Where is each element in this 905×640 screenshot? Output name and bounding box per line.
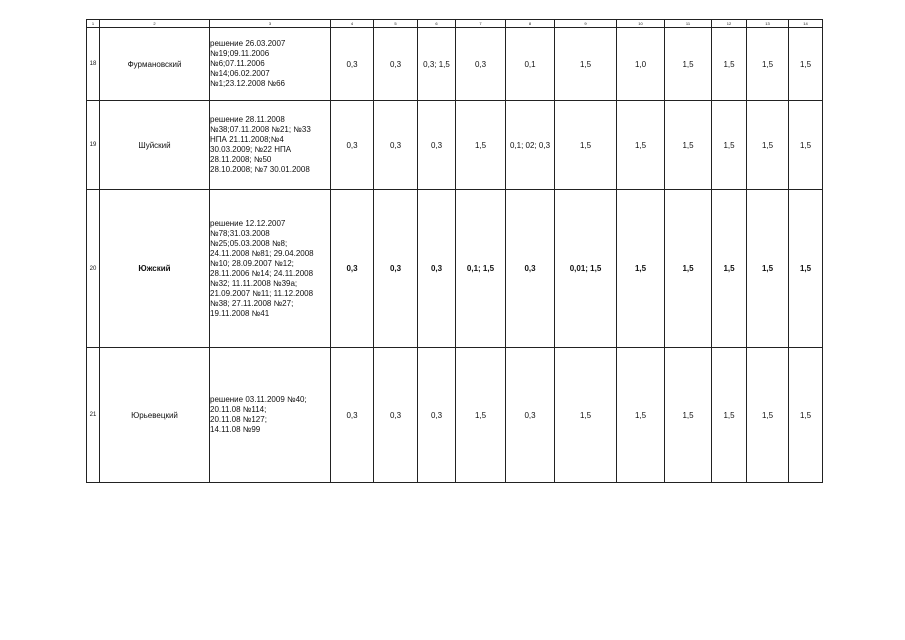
- decision-line: №6;07.11.2006: [210, 59, 265, 68]
- district-name: Фурмановский: [100, 28, 210, 101]
- rate-value: 0,3: [374, 190, 418, 348]
- column-number: 11: [665, 20, 712, 28]
- rate-value: 0,3; 1,5: [418, 28, 456, 101]
- decision-line: решение 03.11.2009 №40;: [210, 395, 307, 404]
- decision-line: 20.11.08 №127;: [210, 415, 267, 424]
- decision-line: №1;23.12.2008 №66: [210, 79, 285, 88]
- decision-references: [210, 348, 331, 483]
- rate-value: 1,5: [712, 348, 747, 483]
- row-number: 20: [87, 190, 100, 348]
- table-row: [87, 28, 823, 101]
- rate-value: 1,5: [747, 101, 789, 190]
- rate-value: 1,5: [712, 101, 747, 190]
- decision-references: [210, 28, 331, 101]
- rate-value: 1,5: [555, 101, 617, 190]
- decision-line: 20.11.08 №114;: [210, 405, 267, 414]
- column-number: 1: [87, 20, 100, 28]
- table-row: [87, 348, 823, 483]
- rate-value: 0,3: [418, 348, 456, 483]
- decision-line: 24.11.2008 №81; 29.04.2008: [210, 248, 314, 258]
- column-number: 4: [331, 20, 374, 28]
- column-number: 3: [210, 20, 331, 28]
- table-sheet: [86, 19, 823, 483]
- rate-value: 0,3: [331, 190, 374, 348]
- decision-line: 19.11.2008 №41: [210, 308, 270, 318]
- rate-value: 0,3: [456, 28, 506, 101]
- row-number: 19: [87, 101, 100, 190]
- rate-value: 0,3: [331, 348, 374, 483]
- decision-line: №25;05.03.2008 №8;: [210, 238, 288, 248]
- rate-value: 1,5: [617, 101, 665, 190]
- rate-value: 1,5: [789, 101, 823, 190]
- district-name: Южский: [100, 190, 210, 348]
- rate-value: 1,5: [456, 101, 506, 190]
- rate-value: 1,5: [456, 348, 506, 483]
- rate-value: 0,3: [374, 28, 418, 101]
- district-name: Юрьевецкий: [100, 348, 210, 483]
- column-number: 14: [789, 20, 823, 28]
- row-number: 18: [87, 28, 100, 101]
- rate-value: 1,5: [747, 348, 789, 483]
- decision-line: НПА 21.11.2008;№4: [210, 135, 284, 144]
- decision-line: 30.03.2009; №22 НПА: [210, 145, 292, 154]
- rate-value: 0,1; 02; 0,3: [506, 101, 555, 190]
- decision-line: №14;06.02.2007: [210, 69, 270, 78]
- rate-value: 1,5: [789, 190, 823, 348]
- rate-value: 0,1; 1,5: [456, 190, 506, 348]
- rate-value: 1,5: [747, 28, 789, 101]
- decision-line: решение 28.11.2008: [210, 115, 285, 124]
- column-number: 12: [712, 20, 747, 28]
- rate-value: 0,3: [331, 28, 374, 101]
- district-name: Шуйский: [100, 101, 210, 190]
- rate-value: 1,5: [789, 28, 823, 101]
- column-number: 6: [418, 20, 456, 28]
- rate-value: 1,5: [555, 348, 617, 483]
- rate-value: 0,3: [418, 190, 456, 348]
- decision-line: 28.11.2008; №50: [210, 155, 272, 164]
- column-number-row: [87, 20, 823, 28]
- rate-value: 1,5: [617, 190, 665, 348]
- column-number: 9: [555, 20, 617, 28]
- rate-value: 0,3: [374, 348, 418, 483]
- column-number: 7: [456, 20, 506, 28]
- rate-value: 1,5: [712, 28, 747, 101]
- decision-line: №38; 27.11.2008 №27;: [210, 298, 294, 308]
- column-number: 13: [747, 20, 789, 28]
- decision-line: 21.09.2007 №11; 11.12.2008: [210, 288, 314, 298]
- rate-value: 1,5: [555, 28, 617, 101]
- rate-value: 0,3: [418, 101, 456, 190]
- rate-value: 1,5: [665, 190, 712, 348]
- decision-line: №19;09.11.2006: [210, 49, 270, 58]
- decision-line: №78;31.03.2008: [210, 228, 270, 238]
- rate-value: 0,3: [506, 348, 555, 483]
- rate-value: 1,5: [665, 28, 712, 101]
- rate-value: 0,3: [374, 101, 418, 190]
- rate-value: 1,5: [665, 101, 712, 190]
- rate-value: 1,5: [617, 348, 665, 483]
- rate-value: 0,3: [331, 101, 374, 190]
- column-number: 10: [617, 20, 665, 28]
- decision-references: [210, 190, 331, 348]
- rate-value: 1,5: [712, 190, 747, 348]
- decision-line: решение 26.03.2007: [210, 39, 286, 48]
- decision-line: №10; 28.09.2007 №12;: [210, 258, 294, 268]
- rate-value: 0,3: [506, 190, 555, 348]
- decision-line: решение 12.12.2007: [210, 218, 286, 228]
- rate-value: 1,5: [747, 190, 789, 348]
- decision-references: [210, 101, 331, 190]
- column-number: 2: [100, 20, 210, 28]
- rate-value: 1,5: [789, 348, 823, 483]
- decision-line: 14.11.08 №99: [210, 425, 261, 434]
- rate-value: 0,01; 1,5: [555, 190, 617, 348]
- decision-line: 28.11.2006 №14; 24.11.2008: [210, 268, 314, 278]
- row-number: 21: [87, 348, 100, 483]
- decision-line: 28.10.2008; №7 30.01.2008: [210, 165, 310, 174]
- table-row: [87, 190, 823, 348]
- rates-table: [86, 19, 823, 483]
- table-row: [87, 101, 823, 190]
- column-number: 5: [374, 20, 418, 28]
- table-body: [87, 28, 823, 483]
- column-number: 8: [506, 20, 555, 28]
- rate-value: 1,0: [617, 28, 665, 101]
- rate-value: 1,5: [665, 348, 712, 483]
- decision-line: №38;07.11.2008 №21; №33: [210, 125, 311, 134]
- rate-value: 0,1: [506, 28, 555, 101]
- decision-line: №32; 11.11.2008 №39а;: [210, 278, 298, 288]
